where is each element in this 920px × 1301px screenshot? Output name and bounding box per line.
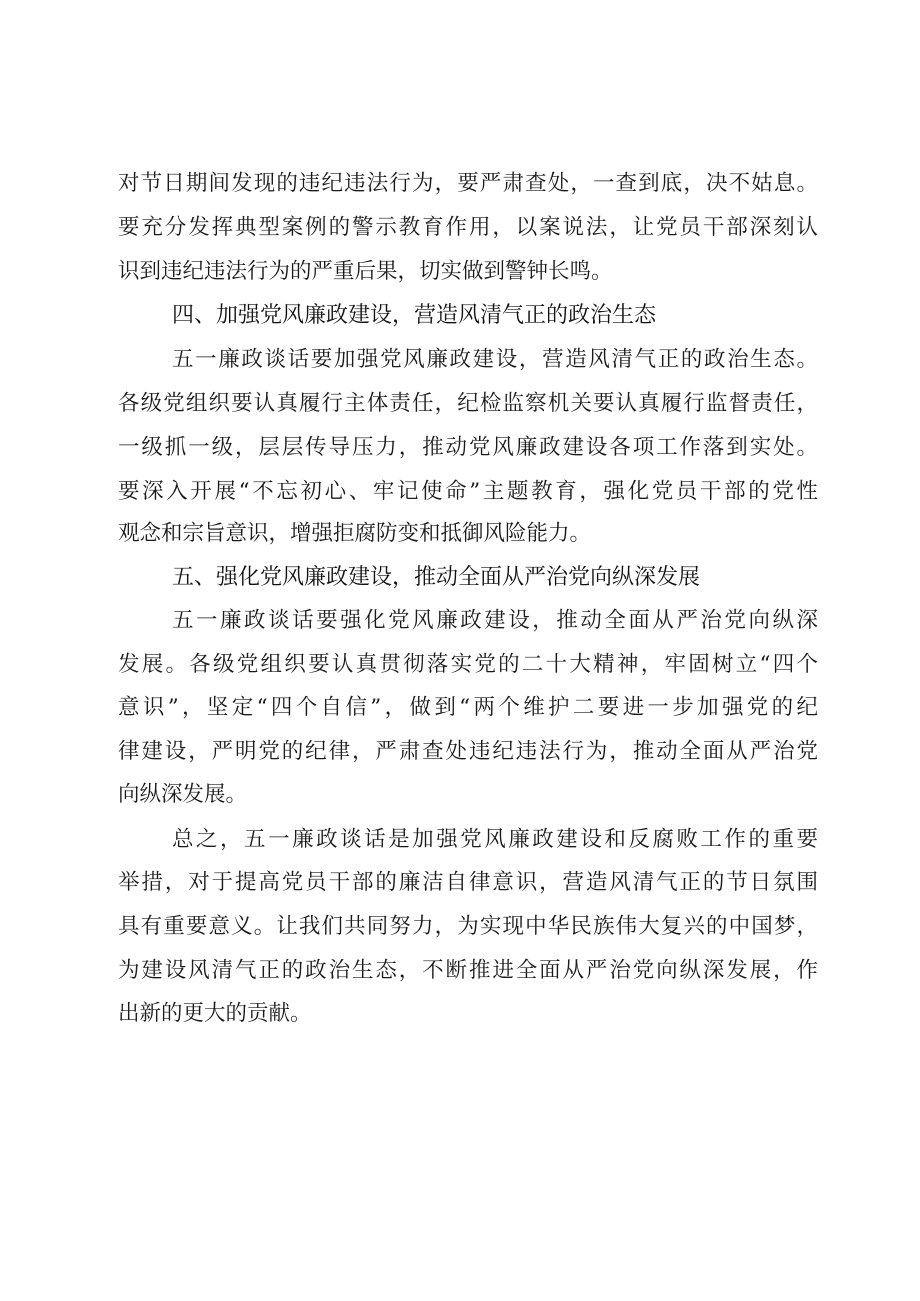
paragraph-line: 识到违纪违法行为的严重后果，切实做到警钟长鸣。	[118, 259, 613, 284]
paragraph-line: 发展。各级党组织要认真贯彻落实党的二十大精神，牢固树立“四个	[118, 652, 818, 677]
paragraph-line: 向纵深发展。	[118, 782, 248, 807]
paragraph-line: 举措，对于提高党员干部的廉洁自律意识，营造风清气正的节日氛围	[118, 870, 818, 895]
paragraph-line: 各级党组织要认真履行主体责任，纪检监察机关要认真履行监督责任，	[118, 391, 818, 416]
paragraph-line: 意识”，坚定“四个自信”，做到“两个维护二要进一步加强党的纪	[118, 695, 818, 720]
paragraph-line: 律建设，严明党的纪律，严肃查处违纪违法行为，推动全面从严治党	[118, 739, 818, 764]
paragraph-line: 具有重要意义。让我们共同努力，为实现中华民族伟大复兴的中国梦，	[118, 914, 818, 939]
paragraph-line: 五一廉政谈话要强化党风廉政建设，推动全面从严治党向纵深	[172, 608, 818, 633]
paragraph-line: 观念和宗旨意识，增强拒腐防变和抵御风险能力。	[118, 521, 592, 546]
paragraph-line: 出新的更大的贡献。	[118, 1001, 312, 1026]
paragraph-line: 对节日期间发现的违纪违法行为，要严肃查处，一查到底，决不姑息。	[118, 171, 818, 196]
section-heading-5: 五、强化党风廉政建设，推动全面从严治党向纵深发展	[172, 565, 701, 590]
paragraph-line: 总之，五一廉政谈话是加强党风廉政建设和反腐败工作的重要	[172, 827, 818, 852]
paragraph-line: 要深入开展“不忘初心、牢记使命”主题教育，强化党员干部的党性	[118, 479, 818, 504]
section-heading-4: 四、加强党风廉政建设，营造风清气正的政治生态	[172, 303, 657, 328]
paragraph-line: 五一廉政谈话要加强党风廉政建设，营造风清气正的政治生态。	[172, 347, 818, 372]
paragraph-line: 为建设风清气正的政治生态，不断推进全面从严治党向纵深发展，作	[118, 958, 818, 983]
paragraph-line: 要充分发挥典型案例的警示教育作用，以案说法，让党员干部深刻认	[118, 215, 818, 240]
paragraph-line: 一级抓一级，层层传导压力，推动党风廉政建设各项工作落到实处。	[118, 435, 818, 460]
